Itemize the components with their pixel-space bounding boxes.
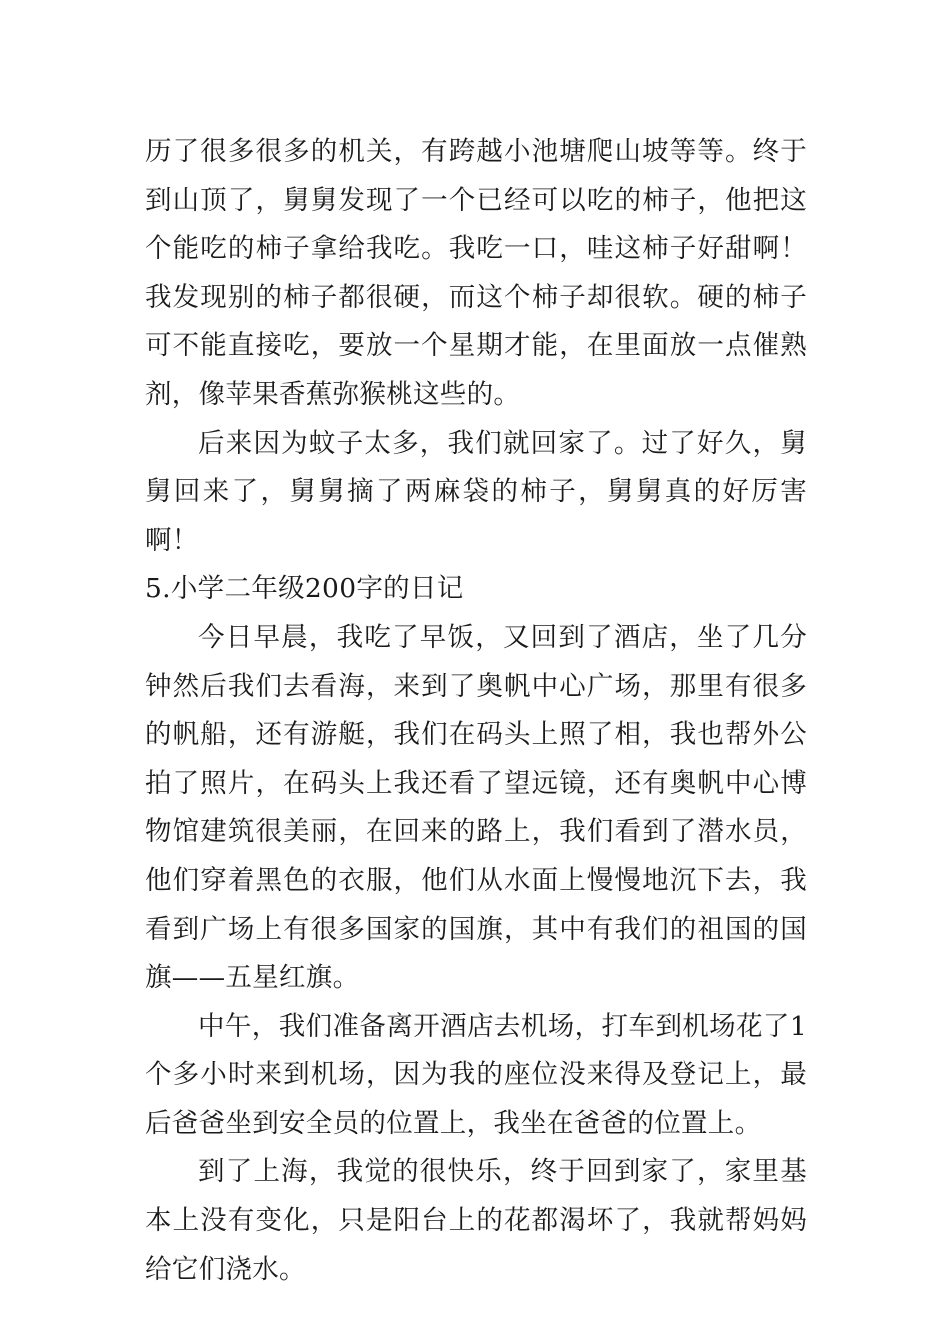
section-heading: 5.小学二年级200字的日记 — [145, 573, 464, 605]
paragraph-continued: 历了很多很多的机关，有跨越小池塘爬山坡等等。终于到山顶了，舅舅发现了一个已经可以吃的柿子，他把这个能吃的柿子拿给我吃。我吃一口，哇这柿子好甜啊！我发现别的柿子都很硬，而这个柿子却很软。硬的柿子可不能直接吃，要放一个星期才能，在里面放一点催熟剂，像苹果香蕉弥猴桃这些的。 — [145, 136, 807, 410]
paragraph: 到了上海，我觉的很快乐，终于回到家了，家里基本上没有变化，只是阳台上的花都渴坏了，我就帮妈妈给它们浇水。 — [145, 1156, 807, 1285]
document-page — [145, 128, 807, 1294]
paragraph: 中午，我们准备离开酒店去机场，打车到机场花了1个多小时来到机场，因为我的座位没来得及登记上，最后爸爸坐到安全员的位置上，我坐在爸爸的位置上。 — [145, 1010, 807, 1139]
paragraph: 今日早晨，我吃了早饭，又回到了酒店，坐了几分钟然后我们去看海，来到了奥帆中心广场，那里有很多的帆船，还有游艇，我们在码头上照了相，我也帮外公拍了照片，在码头上我还看了望远镜，还有奥帆中心博物馆建筑很美丽，在回来的路上，我们看到了潜水员，他们穿着黑色的衣服，他们从水面上慢慢地沉下去，我看到广场上有很多国家的国旗，其中有我们的祖国的国旗——五星红旗。 — [145, 621, 807, 994]
paragraph: 后来因为蚊子太多，我们就回家了。过了好久，舅舅回来了，舅舅摘了两麻袋的柿子，舅舅真的好厉害啊！ — [145, 427, 807, 556]
